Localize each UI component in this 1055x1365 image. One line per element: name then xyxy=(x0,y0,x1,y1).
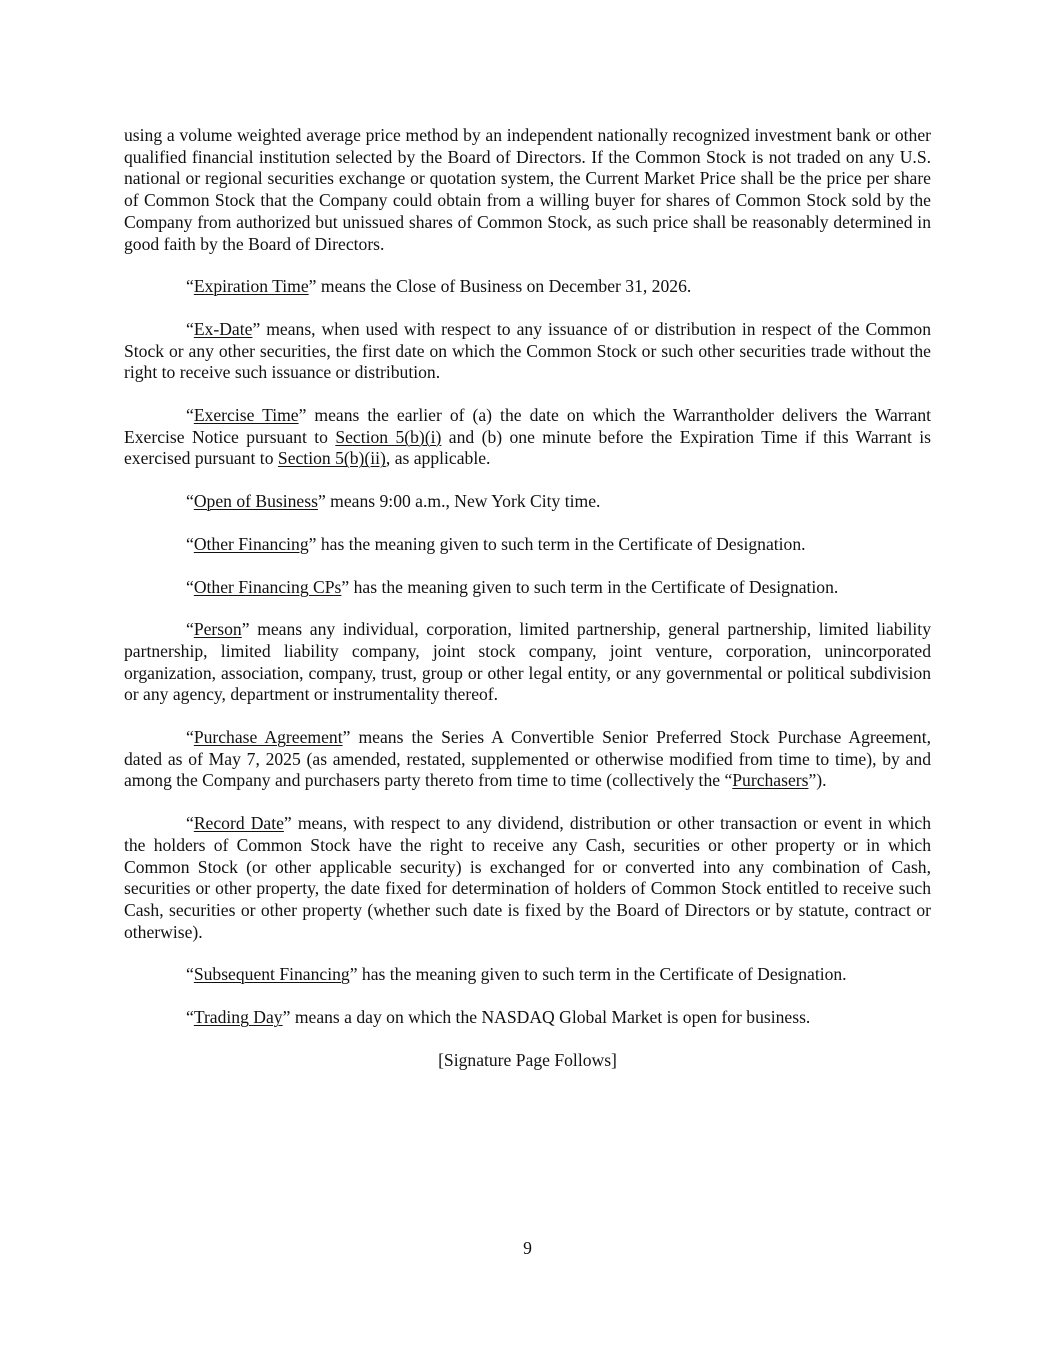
close-quote: ” xyxy=(342,727,351,748)
definition-text: means a day on which the NASDAQ Global Market is open for business. xyxy=(290,1007,811,1028)
open-quote: “ xyxy=(186,619,194,640)
definition-text: has the meaning given to such term in the Certificate of Designation. xyxy=(316,533,806,554)
section-reference: Section 5(b)(i) xyxy=(335,426,442,447)
defined-term: Exercise Time xyxy=(193,405,299,426)
paragraph-gap xyxy=(124,1029,931,1050)
defined-term: Purchase Agreement xyxy=(193,727,343,748)
paragraph-gap xyxy=(124,943,931,964)
open-quote: “ xyxy=(186,964,194,985)
definition-text: , as applicable. xyxy=(385,448,491,469)
defined-term: Trading Day xyxy=(193,1007,283,1028)
defined-term-inline: Purchasers xyxy=(732,770,809,791)
definition-text: means the Close of Business on December 31, 2026. xyxy=(316,276,692,297)
close-quote: ” xyxy=(252,318,261,339)
definition-exercise-time xyxy=(124,405,931,470)
definition-ex-date xyxy=(124,319,931,384)
paragraph-gap xyxy=(124,556,931,577)
close-quote: ” xyxy=(349,964,358,985)
paragraph-gap xyxy=(124,384,931,405)
open-quote: “ xyxy=(186,727,194,748)
intro-text: using a volume weighted average price method by an independent nationally recognized investment bank or other qualified financial institution selected by the Board of Directors. If the Common Stock is not traded on any U.S. national or regional securities exchange or quotation system, the Current Market Price shall be the price per share of Common Stock that the Company could obtain from a willing buyer for shares of Common Stock sold by the Company from authorized but unissued shares of Common Stock, as such price shall be reasonably determined in good faith by the Board of Directors. xyxy=(124,125,931,254)
open-quote: “ xyxy=(186,318,194,339)
open-quote: “ xyxy=(186,491,194,512)
signature-page-note: [Signature Page Follows] xyxy=(438,1049,617,1070)
definition-person xyxy=(124,619,931,706)
defined-term: Other Financing xyxy=(193,533,309,554)
paragraph-gap xyxy=(124,255,931,276)
defined-term: Record Date xyxy=(193,813,284,834)
definition-open-of-business xyxy=(124,491,931,513)
definition-text: means any individual, corporation, limited partnership, general partnership, limited liability partnership, limited liability company, joint stock company, joint venture, corporation, unincorporated organization, association, company, trust, group or other legal entity, or any governmental or political subdivision or any agency, department or instrumentality thereof. xyxy=(124,619,931,705)
paragraph-gap xyxy=(124,598,931,619)
definition-text: has the meaning given to such term in the Certificate of Designation. xyxy=(357,964,847,985)
definition-expiration-time xyxy=(124,276,931,298)
intro-paragraph xyxy=(124,125,931,255)
defined-term: Other Financing CPs xyxy=(193,576,342,597)
document-body xyxy=(124,125,931,1072)
definition-text: means 9:00 a.m., New York City time. xyxy=(325,491,601,512)
section-reference: Section 5(b)(ii) xyxy=(277,448,386,469)
definition-other-financing-cps xyxy=(124,577,931,599)
definition-text: and (b) one minute before the Expiration Time if this Warrant is exercised pursuant to xyxy=(124,426,931,469)
defined-term: Ex-Date xyxy=(193,318,253,339)
close-quote: ” xyxy=(283,813,292,834)
paragraph-gap xyxy=(124,986,931,1007)
close-quote: ” xyxy=(298,405,307,426)
close-quote: ” xyxy=(308,276,317,297)
close-quote: ” xyxy=(282,1007,291,1028)
open-quote: “ xyxy=(186,1007,194,1028)
definition-trading-day xyxy=(124,1007,931,1029)
definition-record-date xyxy=(124,813,931,943)
open-quote: “ xyxy=(186,576,194,597)
open-quote: “ xyxy=(186,533,194,554)
open-quote: “ xyxy=(186,813,194,834)
definition-text: ”). xyxy=(808,770,827,791)
defined-term: Person xyxy=(193,619,242,640)
paragraph-gap xyxy=(124,706,931,727)
paragraph-gap xyxy=(124,792,931,813)
definition-subsequent-financing xyxy=(124,964,931,986)
defined-term: Expiration Time xyxy=(193,276,309,297)
definition-purchase-agreement xyxy=(124,727,931,792)
definition-text: means, with respect to any dividend, distribution or other transaction or event in which the holders of Common Stock have the right to receive any Cash, securities or other property or in which Common Stock (or other applicable security) is exchanged for or converted into any combination of Cash, securities or other property, the date fixed for determination of holders of Common Stock entitled to receive such Cash, securities or other property (whether such date is fixed by the Board of Directors or by statute, contract or otherwise). xyxy=(124,813,931,942)
paragraph-gap xyxy=(124,513,931,534)
defined-term: Subsequent Financing xyxy=(193,964,350,985)
close-quote: ” xyxy=(241,619,250,640)
close-quote: ” xyxy=(341,576,350,597)
definition-text: has the meaning given to such term in the Certificate of Designation. xyxy=(349,576,839,597)
paragraph-gap xyxy=(124,298,931,319)
close-quote: ” xyxy=(308,533,317,554)
page-number: 9 xyxy=(523,1238,532,1258)
paragraph-gap xyxy=(124,470,931,491)
defined-term: Open of Business xyxy=(193,491,318,512)
definition-text: means the earlier of (a) the date on which the Warrantholder delivers the Warrant Exercise Notice pursuant to xyxy=(124,405,932,447)
open-quote: “ xyxy=(186,276,194,297)
definition-text: means the Series A Convertible Senior Preferred Stock Purchase Agreement, dated as of May 7, 2025 (as amended, restated, supplemented or otherwise modified from time to time), by and among the Company and purchasers party thereto from time to time (collectively the “ xyxy=(124,727,931,791)
open-quote: “ xyxy=(186,405,194,426)
close-quote: ” xyxy=(317,491,326,512)
definition-text: means, when used with respect to any issuance of or distribution in respect of the Common Stock or any other securities, the first date on which the Common Stock or such other securities trade without the right to receive such issuance or distribution. xyxy=(124,318,931,383)
definition-other-financing xyxy=(124,534,931,556)
